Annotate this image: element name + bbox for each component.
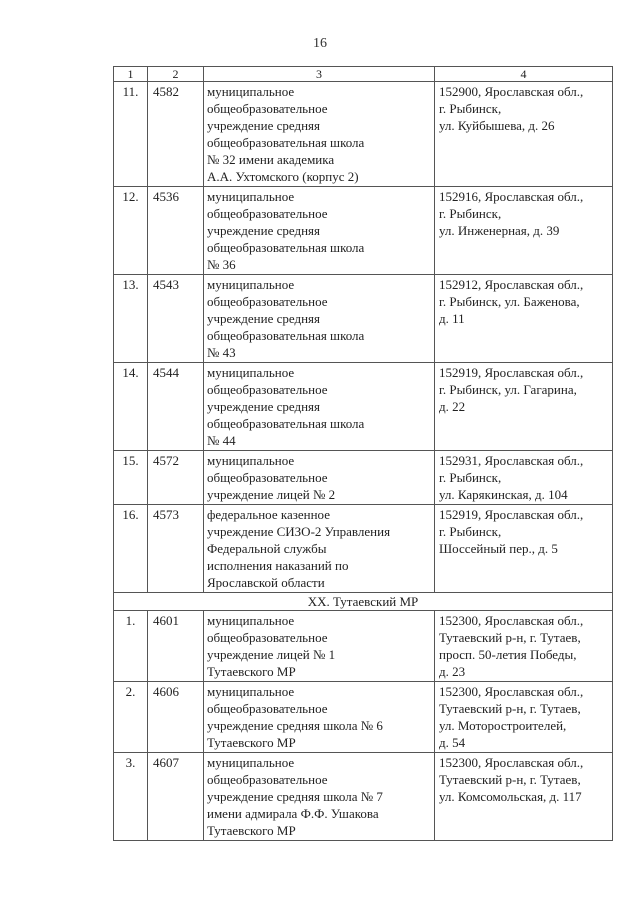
institution-name: муниципальное общеобразовательное учреждение средняя общеобразовательная школа № 43 <box>204 275 435 363</box>
institution-code: 4582 <box>148 82 204 187</box>
row-number: 14. <box>114 363 148 451</box>
institution-name: муниципальное общеобразовательное учреждение средняя общеобразовательная школа № 32 имени академика А.А. Ухтомского (корпус 2) <box>204 82 435 187</box>
column-header: 2 <box>148 67 204 82</box>
column-header: 3 <box>204 67 435 82</box>
row-number: 2. <box>114 682 148 753</box>
page-number: 16 <box>313 36 327 51</box>
table-row <box>114 363 613 451</box>
table-row <box>114 611 613 682</box>
row-number: 12. <box>114 187 148 275</box>
institution-code: 4607 <box>148 753 204 841</box>
institution-address: 152900, Ярославская обл., г. Рыбинск, ул. Куйбышева, д. 26 <box>435 82 613 187</box>
institution-address: 152916, Ярославская обл., г. Рыбинск, ул. Инженерная, д. 39 <box>435 187 613 275</box>
column-header-row <box>114 67 613 82</box>
column-header: 1 <box>114 67 148 82</box>
institution-code: 4573 <box>148 505 204 593</box>
row-number: 15. <box>114 451 148 505</box>
section-title: XX. Тутаевский МР <box>114 593 613 611</box>
institution-code: 4543 <box>148 275 204 363</box>
institution-name: федеральное казенное учреждение СИЗО-2 Управления Федеральной службы исполнения наказаний по Ярославской области <box>204 505 435 593</box>
institution-code: 4536 <box>148 187 204 275</box>
institution-name: муниципальное общеобразовательное учреждение средняя школа № 6 Тутаевского МР <box>204 682 435 753</box>
table-row <box>114 753 613 841</box>
institution-address: 152300, Ярославская обл., Тутаевский р-н, г. Тутаев, ул. Моторостроителей, д. 54 <box>435 682 613 753</box>
table-row <box>114 682 613 753</box>
column-header: 4 <box>435 67 613 82</box>
table-row <box>114 275 613 363</box>
row-number: 11. <box>114 82 148 187</box>
institution-name: муниципальное общеобразовательное учреждение средняя общеобразовательная школа № 36 <box>204 187 435 275</box>
institution-name: муниципальное общеобразовательное учреждение средняя общеобразовательная школа № 44 <box>204 363 435 451</box>
institutions-table <box>113 66 613 841</box>
institution-code: 4606 <box>148 682 204 753</box>
institution-code: 4601 <box>148 611 204 682</box>
section-row <box>114 593 613 611</box>
table-row <box>114 187 613 275</box>
institution-name: муниципальное общеобразовательное учреждение лицей № 1 Тутаевского МР <box>204 611 435 682</box>
institution-address: 152931, Ярославская обл., г. Рыбинск, ул. Карякинская, д. 104 <box>435 451 613 505</box>
institution-address: 152300, Ярославская обл., Тутаевский р-н, г. Тутаев, ул. Комсомольская, д. 117 <box>435 753 613 841</box>
institution-address: 152300, Ярославская обл., Тутаевский р-н, г. Тутаев, просп. 50-летия Победы, д. 23 <box>435 611 613 682</box>
institution-code: 4544 <box>148 363 204 451</box>
institution-address: 152919, Ярославская обл., г. Рыбинск, Шоссейный пер., д. 5 <box>435 505 613 593</box>
table-row <box>114 505 613 593</box>
table-row <box>114 451 613 505</box>
row-number: 13. <box>114 275 148 363</box>
row-number: 3. <box>114 753 148 841</box>
institution-address: 152912, Ярославская обл., г. Рыбинск, ул. Баженова, д. 11 <box>435 275 613 363</box>
institution-address: 152919, Ярославская обл., г. Рыбинск, ул. Гагарина, д. 22 <box>435 363 613 451</box>
institution-code: 4572 <box>148 451 204 505</box>
institution-name: муниципальное общеобразовательное учреждение средняя школа № 7 имени адмирала Ф.Ф. Ушакова Тутаевского МР <box>204 753 435 841</box>
institution-name: муниципальное общеобразовательное учреждение лицей № 2 <box>204 451 435 505</box>
table-row <box>114 82 613 187</box>
row-number: 1. <box>114 611 148 682</box>
row-number: 16. <box>114 505 148 593</box>
